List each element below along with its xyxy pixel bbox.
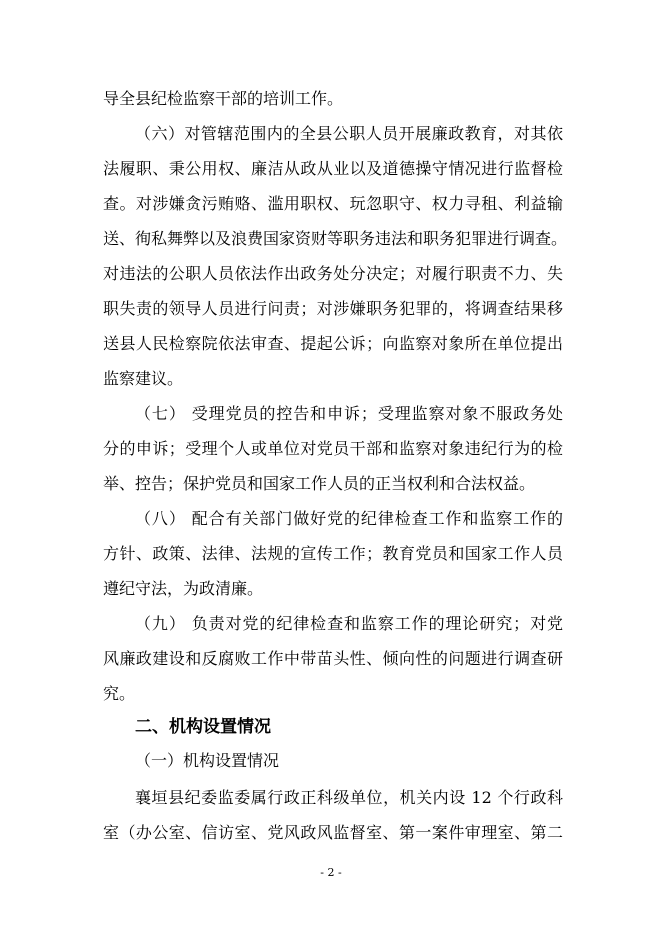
section-heading: 二、机构设置情况 <box>135 717 271 737</box>
paragraph-six-line: 送县人民检察院依法审查、提起公诉；向监察对象所在单位提出 <box>103 334 563 353</box>
paragraph-body-line: 室（办公室、信访室、党风政风监督室、第一案件审理室、第二 <box>103 823 563 842</box>
paragraph-eight-line: 方针、政策、法律、法规的宣传工作；教育党员和国家工作人员 <box>103 544 563 563</box>
paragraph-six-line: 送、徇私舞弊以及浪费国家资财等职务违法和职务犯罪进行调查。 <box>103 229 568 248</box>
paragraph-nine-line: （九） 负责对党的纪律检查和监察工作的理论研究；对党 <box>135 614 563 633</box>
paragraph-six-line: 法履职、秉公用权、廉洁从政从业以及道德操守情况进行监督检 <box>103 159 563 178</box>
paragraph-seven-line: 分的申诉；受理个人或单位对党员干部和监察对象违纪行为的检 <box>103 439 563 458</box>
paragraph-seven-line: （七） 受理党员的控告和申诉；受理监察对象不服政务处 <box>135 404 563 423</box>
paragraph-six-line: 职失责的领导人员进行问责；对涉嫌职务犯罪的，将调查结果移 <box>103 299 563 318</box>
paragraph-seven-line: 举、控告；保护党员和国家工作人员的正当权利和合法权益。 <box>103 474 536 493</box>
subsection-heading: （一）机构设置情况 <box>135 751 280 770</box>
paragraph-six-line: 查。对涉嫌贪污贿赂、滥用职权、玩忽职守、权力寻租、利益输 <box>103 194 563 213</box>
paragraph-continuation-line: 导全县纪检监察干部的培训工作。 <box>103 89 344 108</box>
paragraph-eight-line: （八） 配合有关部门做好党的纪律检查工作和监察工作的 <box>135 509 563 528</box>
page-number: - 2 - <box>320 866 342 879</box>
paragraph-body-line: 襄垣县纪委监委属行政正科级单位，机关内设 12 个行政科 <box>135 788 563 807</box>
paragraph-eight-line: 遵纪守法，为政清廉。 <box>103 579 264 598</box>
paragraph-nine-line: 风廉政建设和反腐败工作中带苗头性、倾向性的问题进行调查研 <box>103 649 563 668</box>
paragraph-six-line: 对违法的公职人员依法作出政务处分决定；对履行职责不力、失 <box>103 264 563 283</box>
paragraph-nine-line: 究。 <box>103 684 136 703</box>
paragraph-six-line: 监察建议。 <box>103 369 184 388</box>
paragraph-six-line: （六）对管辖范围内的全县公职人员开展廉政教育，对其依 <box>135 124 563 143</box>
